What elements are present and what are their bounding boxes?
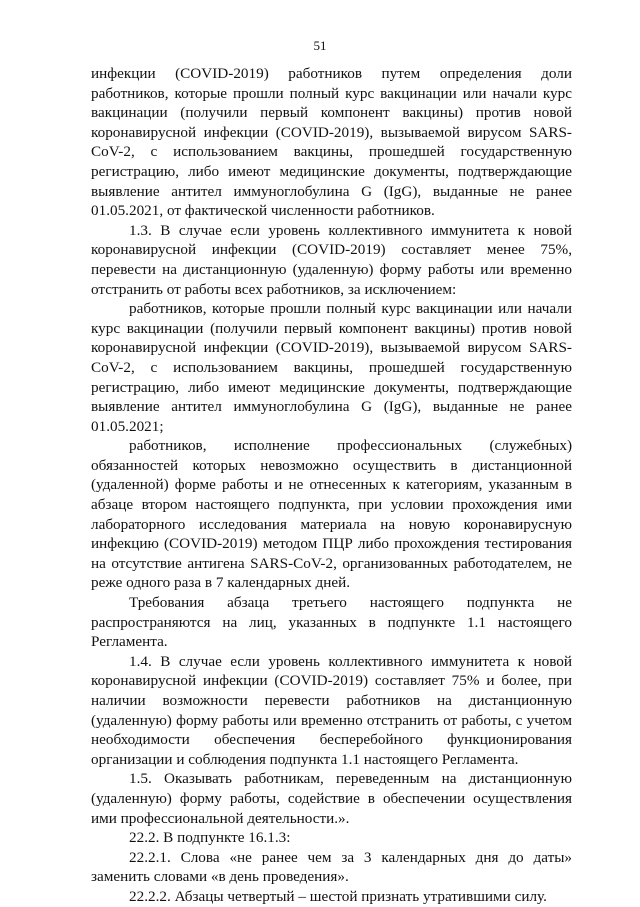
paragraph-3: работников, которые прошли полный курс вакцинации или начали курс вакцинации (получили первый компонент вакцины) против новой коронавирусной инфекции (COVID-2019), вызываемой вирусом SARS-CoV-2, с использованием вакцины, прошедшей государственную регистрацию, либо имеют медицинские документы, подтверждающие выявление антител иммуноглобулина G (IgG), выданные не ранее 01.05.2021; xyxy=(91,300,572,435)
paragraph-10: 22.2.2. Абзацы четвертый – шестой признать утратившими силу. xyxy=(129,887,547,905)
document-body xyxy=(91,64,572,907)
paragraph-4: работников, исполнение профессиональных (служебных) обязанностей которых невозможно осуществить в дистанционной (удаленной) форме работы и не отнесенных к категориям, указанным в абзаце втором настоящего подпункта, при условии прохождения ими лабораторного исследования материала на новую коронавирусную инфекцию (COVID-2019) методом ПЦР либо прохождения тестирования на отсутствие антигена SARS-CoV-2, организованных работодателем, не реже одного раза в 7 календарных дней. xyxy=(91,437,572,592)
paragraph-7: 1.5. Оказывать работникам, переведенным на дистанционную (удаленную) форму работы, содействие в обеспечении осуществления ими профессиональной деятельности.». xyxy=(91,770,572,827)
page-number: 51 xyxy=(313,38,327,53)
paragraph-1: инфекции (COVID-2019) работников путем определения доли работников, которые прошли полный курс вакцинации или начали курс вакцинации (получили первый компонент вакцины) против новой коронавирусной инфекции (COVID-2019), вызываемой вирусом SARS-CoV-2, с использованием вакцины, прошедшей государственную регистрацию, либо имеют медицинские документы, подтверждающие выявление антител иммуноглобулина G (IgG), выданные не ранее 01.05.2021, от фактической численности работников. xyxy=(91,65,572,220)
paragraph-9: 22.2.1. Слова «не ранее чем за 3 календарных дня до даты» заменить словами «в день проведения». xyxy=(91,848,572,886)
paragraph-6: 1.4. В случае если уровень коллективного иммунитета к новой коронавирусной инфекции (COVID-2019) составляет 75% и более, при наличии возможности перевести работников на дистанционную (удаленную) форму работы или временно отстранить от работы, с учетом необходимости обеспечения бесперебойного функционирования организации и соблюдения подпункта 1.1 настоящего Регламента. xyxy=(91,652,572,768)
paragraph-8: 22.2. В подпункте 16.1.3: xyxy=(129,829,291,847)
paragraph-2: 1.3. В случае если уровень коллективного иммунитета к новой коронавирусной инфекции (COVID-2019) составляет менее 75%, перевести на дистанционную (удаленную) форму работы или временно отстранить от работы всех работников, за исключением: xyxy=(91,221,572,298)
paragraph-5: Требования абзаца третьего настоящего подпункта не распространяются на лиц, указанных в подпункте 1.1 настоящего Регламента. xyxy=(91,594,572,651)
